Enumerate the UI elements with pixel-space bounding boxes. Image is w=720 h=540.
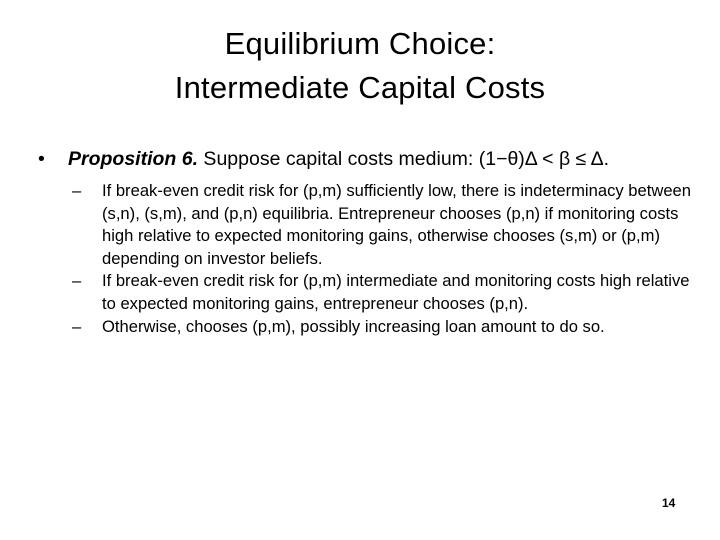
- sub-bullet-item: [72, 270, 692, 315]
- slide-title: [0, 22, 720, 110]
- proposition-text: Suppose capital costs medium: (1−θ)Δ < β ≤ Δ.: [198, 148, 610, 170]
- bullet-text-container: [68, 146, 698, 172]
- main-bullet: [38, 146, 698, 172]
- sub-bullet-text: If break-even credit risk for (p,m) intermediate and monitoring costs high relative to expected monitoring gains, entrepreneur chooses (p,n).: [102, 271, 690, 313]
- slide-title-line-1: Equilibrium Choice:: [224, 26, 496, 61]
- sub-bullet-dash: –: [72, 181, 82, 200]
- page-number: 14: [662, 496, 676, 510]
- sub-bullet-dash: –: [72, 316, 82, 336]
- sub-bullet-item: [72, 180, 692, 270]
- bullet-symbol: •: [38, 148, 45, 170]
- sub-bullet-list: [72, 180, 692, 338]
- sub-bullet-item: [72, 316, 692, 339]
- slide-title-line-2: Intermediate Capital Costs: [174, 70, 546, 105]
- sub-bullet-dash: –: [72, 271, 82, 291]
- sub-bullet-text: Otherwise, chooses (p,m), possibly increasing loan amount to do so.: [102, 316, 605, 336]
- proposition-label: Proposition 6.: [68, 148, 199, 170]
- sub-bullet-text: If break-even credit risk for (p,m) sufficiently low, there is indeterminacy between (s,n), (s,m), and (p,n) equilibria. Entrepreneur chooses (p,n) if monitoring costs high relative to expected monitoring gains, otherwise chooses (s,m) or (p,m) depending on investor beliefs.: [102, 181, 692, 268]
- bullet-row: [38, 146, 698, 172]
